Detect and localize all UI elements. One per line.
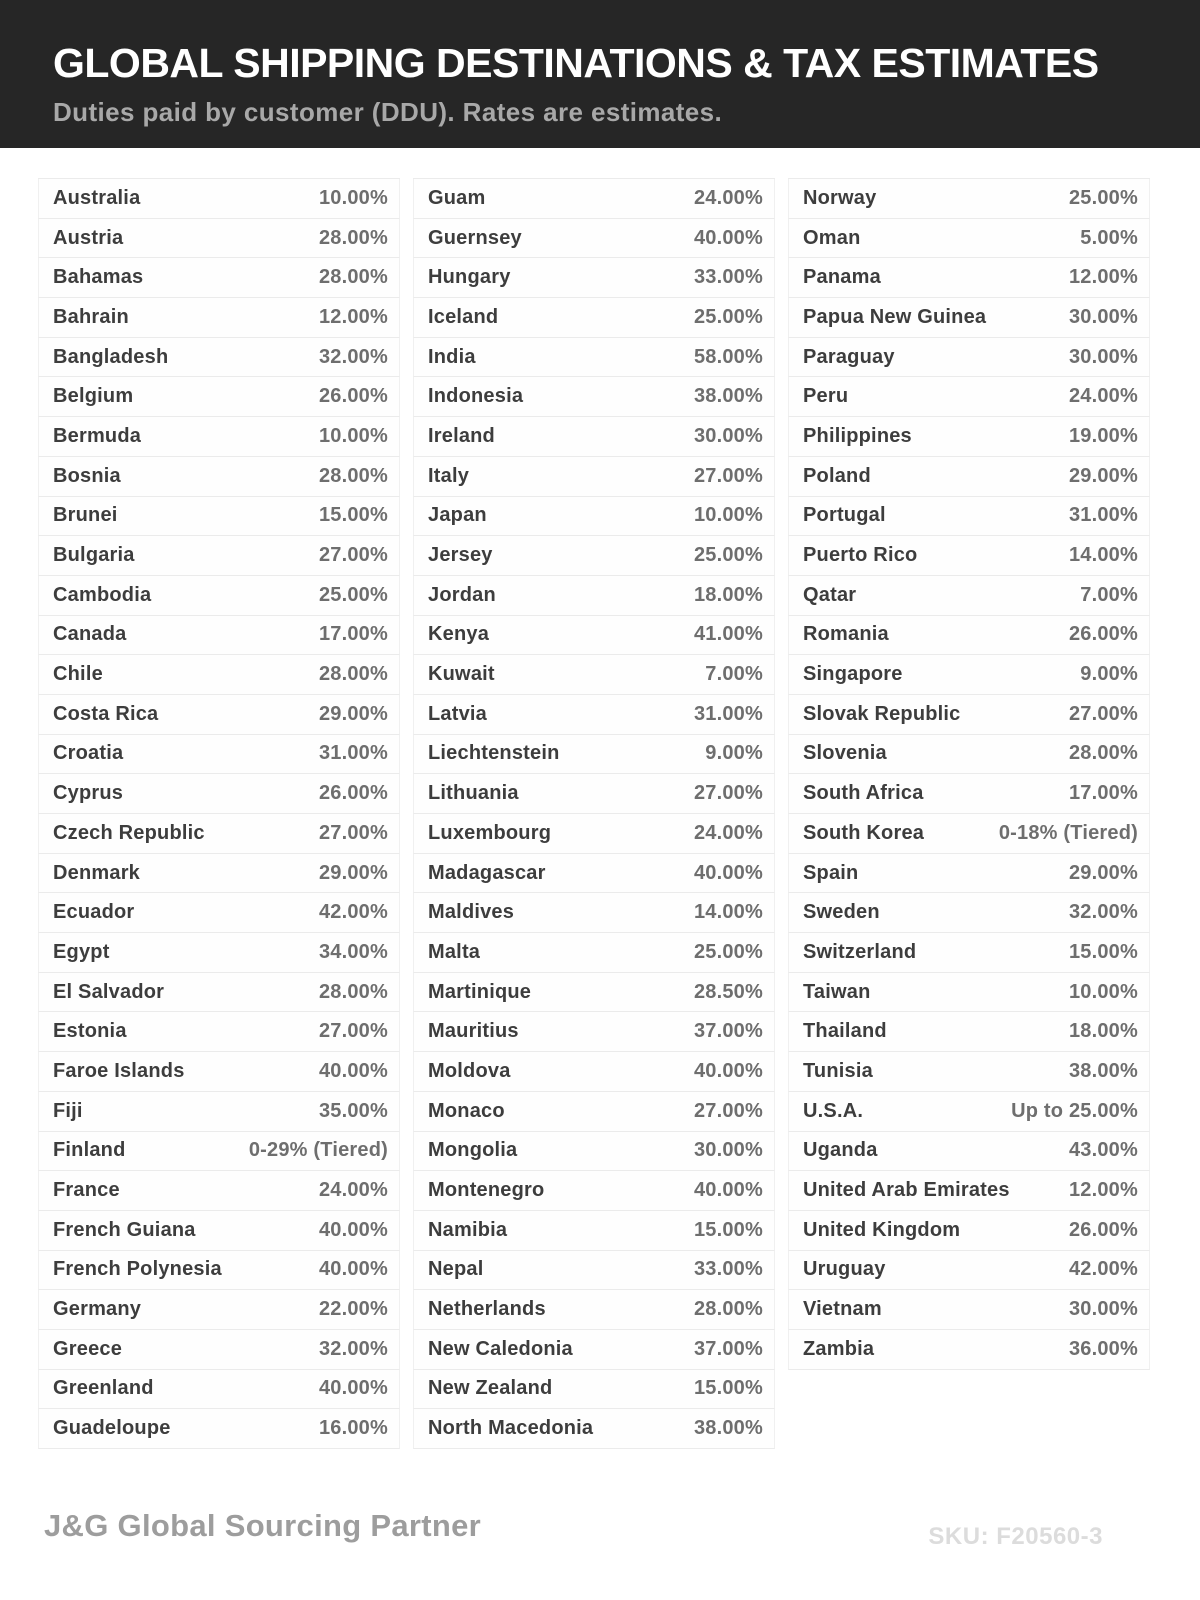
country-name: Monaco: [428, 1099, 505, 1122]
table-row: [413, 814, 775, 854]
tax-rate: 40.00%: [693, 1179, 763, 1202]
table-row: [38, 258, 400, 298]
country-name: Czech Republic: [53, 821, 205, 844]
country-name: Indonesia: [428, 385, 524, 408]
table-row: [38, 893, 400, 933]
table-row: [38, 655, 400, 695]
tax-rate: 10.00%: [693, 504, 763, 527]
tax-rate: 40.00%: [693, 226, 763, 249]
country-name: Chile: [53, 663, 103, 686]
country-name: India: [428, 345, 476, 368]
tax-rate: 27.00%: [693, 464, 763, 487]
table-row: [413, 1330, 775, 1370]
country-name: Belgium: [53, 385, 134, 408]
tax-rate: 42.00%: [1068, 1258, 1138, 1281]
table-row: [413, 1132, 775, 1172]
table-row: [413, 298, 775, 338]
table-row: [38, 933, 400, 973]
table-row: [788, 179, 1150, 219]
tax-rate: 14.00%: [693, 901, 763, 924]
country-name: Ecuador: [53, 901, 135, 924]
country-name: Madagascar: [428, 861, 546, 884]
table-row: [788, 695, 1150, 735]
tax-rate: 18.00%: [1068, 1020, 1138, 1043]
country-name: Faroe Islands: [53, 1059, 185, 1082]
tax-rate: 24.00%: [1068, 385, 1138, 408]
tax-rate: 42.00%: [318, 901, 388, 924]
table-row: [788, 377, 1150, 417]
table-row: [788, 616, 1150, 656]
table-row: [413, 576, 775, 616]
country-name: Montenegro: [428, 1179, 545, 1202]
tax-rate: 12.00%: [318, 305, 388, 328]
table-row: [38, 417, 400, 457]
table-row: [413, 1290, 775, 1330]
country-name: Sweden: [803, 901, 880, 924]
country-name: Jordan: [428, 583, 496, 606]
country-name: New Caledonia: [428, 1337, 573, 1360]
tax-rate: 25.00%: [1068, 186, 1138, 209]
table-row: [788, 298, 1150, 338]
tax-rate: 30.00%: [1068, 305, 1138, 328]
table-row: [788, 497, 1150, 537]
table-row: [788, 219, 1150, 259]
country-name: Paraguay: [803, 345, 895, 368]
table-row: [788, 457, 1150, 497]
table-row: [788, 893, 1150, 933]
table-row: [788, 1092, 1150, 1132]
tax-rate: 38.00%: [693, 1417, 763, 1440]
rates-column-2: [413, 178, 775, 1449]
country-name: South Africa: [803, 782, 924, 805]
tax-rate: 24.00%: [318, 1179, 388, 1202]
country-name: Guam: [428, 186, 486, 209]
tax-rate: 15.00%: [1068, 940, 1138, 963]
table-row: [38, 179, 400, 219]
table-row: [413, 893, 775, 933]
table-row: [413, 497, 775, 537]
header-bar: [0, 0, 1200, 148]
tax-rate: 40.00%: [318, 1258, 388, 1281]
tax-rate: 26.00%: [318, 385, 388, 408]
tax-rate: 29.00%: [1068, 464, 1138, 487]
table-row: [413, 1370, 775, 1410]
table-row: [413, 616, 775, 656]
tax-rate: 7.00%: [705, 663, 763, 686]
tax-rate: 28.00%: [318, 663, 388, 686]
tax-rate: 5.00%: [1080, 226, 1138, 249]
table-row: [788, 1132, 1150, 1172]
tax-rate: 27.00%: [318, 544, 388, 567]
table-row: [38, 377, 400, 417]
tax-rate: 32.00%: [1068, 901, 1138, 924]
tax-rate: 9.00%: [705, 742, 763, 765]
tax-rate: 28.00%: [693, 1298, 763, 1321]
country-name: Kenya: [428, 623, 490, 646]
country-name: Martinique: [428, 980, 532, 1003]
tax-rate: 16.00%: [318, 1417, 388, 1440]
table-row: [413, 695, 775, 735]
table-row: [788, 814, 1150, 854]
table-row: [413, 457, 775, 497]
country-name: Latvia: [428, 702, 488, 725]
table-row: [38, 1171, 400, 1211]
tax-rate: 18.00%: [693, 583, 763, 606]
tax-rate: 28.50%: [693, 980, 763, 1003]
table-row: [413, 854, 775, 894]
country-name: Tunisia: [803, 1059, 873, 1082]
table-row: [38, 576, 400, 616]
tax-rate: 7.00%: [1080, 583, 1138, 606]
tax-rate: 12.00%: [1068, 1179, 1138, 1202]
table-row: [413, 377, 775, 417]
country-name: Lithuania: [428, 782, 519, 805]
tax-rate: 15.00%: [693, 1218, 763, 1241]
table-row: [413, 1409, 775, 1449]
tax-rate: 28.00%: [318, 980, 388, 1003]
table-row: [788, 933, 1150, 973]
table-row: [413, 179, 775, 219]
tax-rate: 28.00%: [318, 226, 388, 249]
country-name: Croatia: [53, 742, 124, 765]
country-name: Poland: [803, 464, 871, 487]
tax-rate: 41.00%: [693, 623, 763, 646]
table-row: [38, 1052, 400, 1092]
country-name: Hungary: [428, 266, 511, 289]
table-row: [413, 1092, 775, 1132]
tax-rate: 22.00%: [318, 1298, 388, 1321]
country-name: Norway: [803, 186, 877, 209]
tax-rate: 15.00%: [318, 504, 388, 527]
tax-rate: 30.00%: [1068, 1298, 1138, 1321]
tax-rate: 36.00%: [1068, 1337, 1138, 1360]
country-name: Kuwait: [428, 663, 495, 686]
table-row: [788, 1290, 1150, 1330]
tax-rate: 25.00%: [693, 544, 763, 567]
country-name: Moldova: [428, 1059, 511, 1082]
table-row: [413, 536, 775, 576]
footer-brand: J&G Global Sourcing Partner: [44, 1508, 482, 1543]
country-name: Germany: [53, 1298, 142, 1321]
tax-rate: 28.00%: [318, 464, 388, 487]
country-name: Thailand: [803, 1020, 887, 1043]
table-row: [38, 219, 400, 259]
country-name: Finland: [53, 1139, 126, 1162]
table-row: [38, 536, 400, 576]
table-row: [413, 1171, 775, 1211]
table-row: [788, 854, 1150, 894]
tax-rate: 43.00%: [1068, 1139, 1138, 1162]
tax-rate: 24.00%: [693, 821, 763, 844]
tax-rate: 28.00%: [318, 266, 388, 289]
tax-rate: 37.00%: [693, 1020, 763, 1043]
tax-rate: 37.00%: [693, 1337, 763, 1360]
country-name: Austria: [53, 226, 124, 249]
country-name: Philippines: [803, 424, 912, 447]
country-name: Romania: [803, 623, 889, 646]
tax-rate: 31.00%: [693, 702, 763, 725]
table-row: [38, 735, 400, 775]
tax-rate: 0-18% (Tiered): [998, 821, 1138, 844]
table-row: [38, 338, 400, 378]
tax-rate: 38.00%: [1068, 1059, 1138, 1082]
country-name: Ireland: [428, 424, 495, 447]
tax-rate: 27.00%: [318, 1020, 388, 1043]
table-row: [413, 933, 775, 973]
table-row: [38, 497, 400, 537]
country-name: Uruguay: [803, 1258, 886, 1281]
country-name: Fiji: [53, 1099, 83, 1122]
tax-rate: 25.00%: [693, 305, 763, 328]
tax-rate: 19.00%: [1068, 424, 1138, 447]
tax-rate: 32.00%: [318, 345, 388, 368]
country-name: Bahrain: [53, 305, 129, 328]
table-row: [788, 576, 1150, 616]
table-row: [38, 1132, 400, 1172]
tax-rate: 25.00%: [693, 940, 763, 963]
table-row: [413, 1251, 775, 1291]
tax-rate: 17.00%: [1068, 782, 1138, 805]
country-name: Luxembourg: [428, 821, 552, 844]
country-name: Guernsey: [428, 226, 522, 249]
country-name: United Kingdom: [803, 1218, 961, 1241]
tax-rate: 40.00%: [318, 1377, 388, 1400]
table-row: [788, 1330, 1150, 1370]
table-row: [413, 219, 775, 259]
tax-rate: 27.00%: [693, 1099, 763, 1122]
country-name: Mauritius: [428, 1020, 519, 1043]
tax-rate: 29.00%: [318, 861, 388, 884]
tax-rate: 40.00%: [318, 1059, 388, 1082]
tax-rate: 32.00%: [318, 1337, 388, 1360]
country-name: Panama: [803, 266, 881, 289]
country-name: Cambodia: [53, 583, 152, 606]
tax-rate: 10.00%: [318, 186, 388, 209]
rates-table: [38, 178, 1150, 1449]
tax-rate: 58.00%: [693, 345, 763, 368]
table-row: [38, 1092, 400, 1132]
table-row: [788, 1251, 1150, 1291]
page-subtitle: Duties paid by customer (DDU). Rates are estimates.: [53, 97, 723, 127]
table-row: [38, 1370, 400, 1410]
tax-rate: 30.00%: [693, 424, 763, 447]
country-name: Liechtenstein: [428, 742, 560, 765]
country-name: Qatar: [803, 583, 857, 606]
table-row: [38, 814, 400, 854]
table-row: [413, 655, 775, 695]
tax-rate: 27.00%: [693, 782, 763, 805]
table-row: [788, 1052, 1150, 1092]
table-row: [413, 1211, 775, 1251]
country-name: Bahamas: [53, 266, 144, 289]
table-row: [788, 417, 1150, 457]
country-name: Brunei: [53, 504, 118, 527]
country-name: Canada: [53, 623, 127, 646]
tax-rate: 34.00%: [318, 940, 388, 963]
country-name: United Arab Emirates: [803, 1179, 1010, 1202]
tax-rate: 26.00%: [318, 782, 388, 805]
tax-rate: 38.00%: [693, 385, 763, 408]
country-name: Maldives: [428, 901, 515, 924]
country-name: Spain: [803, 861, 859, 884]
table-row: [788, 655, 1150, 695]
country-name: Puerto Rico: [803, 544, 918, 567]
table-row: [788, 973, 1150, 1013]
table-row: [38, 1409, 400, 1449]
country-name: Costa Rica: [53, 702, 159, 725]
rates-column-3: [788, 178, 1150, 1370]
country-name: Jersey: [428, 544, 493, 567]
tax-rate: 33.00%: [693, 266, 763, 289]
table-row: [413, 258, 775, 298]
country-name: Namibia: [428, 1218, 508, 1241]
country-name: Bermuda: [53, 424, 142, 447]
table-row: [413, 338, 775, 378]
table-row: [413, 1012, 775, 1052]
country-name: Singapore: [803, 663, 903, 686]
tax-rate: 31.00%: [318, 742, 388, 765]
country-name: Cyprus: [53, 782, 124, 805]
country-name: Vietnam: [803, 1298, 882, 1321]
tax-rate: 10.00%: [318, 424, 388, 447]
table-row: [788, 735, 1150, 775]
tax-rate: 29.00%: [1068, 861, 1138, 884]
table-row: [413, 1052, 775, 1092]
table-row: [38, 1290, 400, 1330]
tax-rate: 9.00%: [1080, 663, 1138, 686]
country-name: New Zealand: [428, 1377, 553, 1400]
table-row: [38, 616, 400, 656]
tax-rate: 24.00%: [693, 186, 763, 209]
country-name: Guadeloupe: [53, 1417, 171, 1440]
tax-rate: 29.00%: [318, 702, 388, 725]
tax-rate: 40.00%: [318, 1218, 388, 1241]
table-row: [38, 1330, 400, 1370]
table-row: [413, 973, 775, 1013]
tax-rate: 35.00%: [318, 1099, 388, 1122]
tax-rate: 30.00%: [1068, 345, 1138, 368]
table-row: [788, 1211, 1150, 1251]
country-name: Nepal: [428, 1258, 484, 1281]
country-name: Australia: [53, 186, 141, 209]
tax-rate: 10.00%: [1068, 980, 1138, 1003]
tax-rate: 27.00%: [1068, 702, 1138, 725]
table-row: [38, 457, 400, 497]
country-name: North Macedonia: [428, 1417, 594, 1440]
country-name: South Korea: [803, 821, 925, 844]
country-name: Taiwan: [803, 980, 871, 1003]
table-row: [788, 338, 1150, 378]
country-name: U.S.A.: [803, 1099, 864, 1122]
country-name: Peru: [803, 385, 849, 408]
country-name: Netherlands: [428, 1298, 546, 1321]
tax-rate: 31.00%: [1068, 504, 1138, 527]
country-name: El Salvador: [53, 980, 165, 1003]
country-name: France: [53, 1179, 120, 1202]
country-name: Oman: [803, 226, 861, 249]
tax-rate: 40.00%: [693, 1059, 763, 1082]
country-name: Switzerland: [803, 940, 917, 963]
tax-rate: 17.00%: [318, 623, 388, 646]
table-row: [38, 973, 400, 1013]
table-row: [788, 258, 1150, 298]
country-name: Estonia: [53, 1020, 127, 1043]
country-name: Zambia: [803, 1337, 875, 1360]
tax-rate: 28.00%: [1068, 742, 1138, 765]
tax-rate: 15.00%: [693, 1377, 763, 1400]
tax-rate: 27.00%: [318, 821, 388, 844]
country-name: Slovak Republic: [803, 702, 961, 725]
sku-label: SKU: F20560-3: [928, 1523, 1103, 1550]
table-row: [788, 1171, 1150, 1211]
table-row: [38, 854, 400, 894]
country-name: Mongolia: [428, 1139, 518, 1162]
country-name: Bosnia: [53, 464, 121, 487]
table-row: [413, 417, 775, 457]
country-name: Japan: [428, 504, 487, 527]
country-name: Papua New Guinea: [803, 305, 987, 328]
country-name: Malta: [428, 940, 481, 963]
country-name: Egypt: [53, 940, 110, 963]
table-row: [788, 1012, 1150, 1052]
table-row: [38, 298, 400, 338]
table-row: [38, 695, 400, 735]
table-row: [38, 1211, 400, 1251]
table-row: [38, 1251, 400, 1291]
tax-rate: 40.00%: [693, 861, 763, 884]
country-name: Italy: [428, 464, 470, 487]
tax-rate: 12.00%: [1068, 266, 1138, 289]
country-name: Uganda: [803, 1139, 878, 1162]
tax-rate: 0-29% (Tiered): [248, 1139, 388, 1162]
country-name: Greece: [53, 1337, 123, 1360]
rates-column-1: [38, 178, 400, 1449]
tax-rate: 26.00%: [1068, 1218, 1138, 1241]
table-row: [788, 536, 1150, 576]
table-row: [38, 1012, 400, 1052]
tax-rate: 30.00%: [693, 1139, 763, 1162]
country-name: French Guiana: [53, 1218, 196, 1241]
tax-rate: 33.00%: [693, 1258, 763, 1281]
country-name: Slovenia: [803, 742, 887, 765]
country-name: Greenland: [53, 1377, 154, 1400]
country-name: Iceland: [428, 305, 499, 328]
tax-rate: 26.00%: [1068, 623, 1138, 646]
country-name: Portugal: [803, 504, 886, 527]
tax-rate: 14.00%: [1068, 544, 1138, 567]
table-row: [788, 774, 1150, 814]
tax-rate: Up to 25.00%: [1011, 1099, 1138, 1122]
page-title: GLOBAL SHIPPING DESTINATIONS & TAX ESTIMATES: [53, 40, 1099, 86]
tax-rate: 25.00%: [318, 583, 388, 606]
table-row: [413, 774, 775, 814]
country-name: French Polynesia: [53, 1258, 222, 1281]
country-name: Denmark: [53, 861, 140, 884]
table-row: [413, 735, 775, 775]
table-row: [38, 774, 400, 814]
country-name: Bangladesh: [53, 345, 169, 368]
country-name: Bulgaria: [53, 544, 135, 567]
